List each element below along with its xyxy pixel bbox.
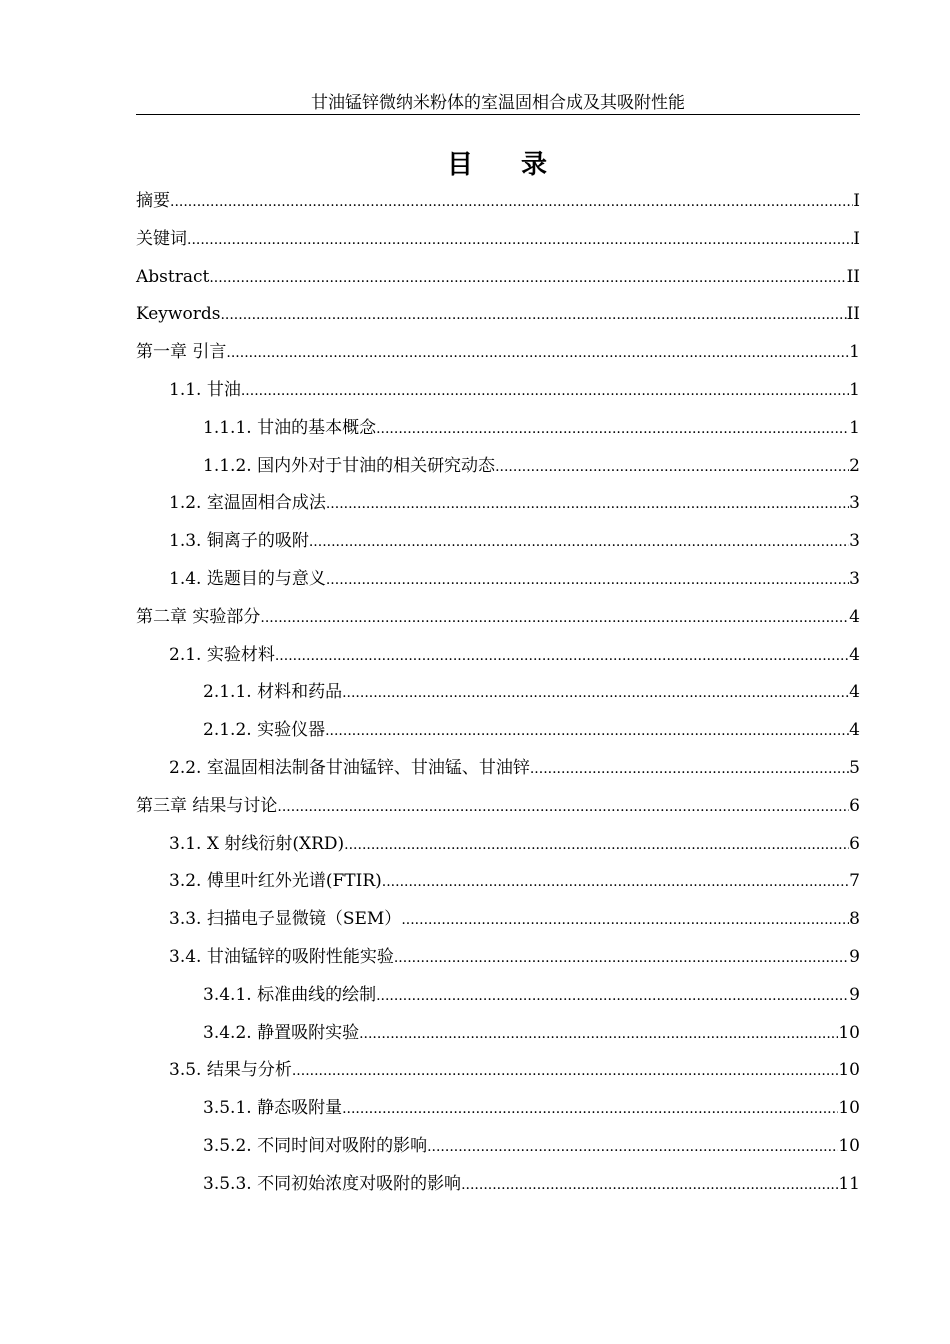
- toc-title-right: 录: [521, 150, 550, 180]
- toc-dot-leader: [461, 1166, 838, 1205]
- toc-entry-page: 6: [849, 795, 860, 816]
- toc-entry-page: 1: [849, 342, 860, 363]
- toc-entry[interactable]: [136, 1015, 860, 1053]
- header-rule: [136, 114, 860, 115]
- toc-entry[interactable]: [136, 448, 860, 486]
- toc-dot-leader: [401, 901, 849, 940]
- toc-entry-page: 9: [849, 984, 860, 1005]
- toc-entry-text: 2.2. 室温固相法制备甘油锰锌、甘油锰、甘油锌: [169, 757, 530, 778]
- page-header: 甘油锰锌微纳米粉体的室温固相合成及其吸附性能: [311, 93, 685, 113]
- toc-dot-leader: [325, 712, 849, 751]
- toc-entry-page: 9: [849, 946, 860, 967]
- toc-dot-leader: [376, 977, 849, 1016]
- toc-entry-page: 10: [838, 1098, 860, 1119]
- toc-entry-text: 1.3. 铜离子的吸附: [169, 531, 309, 552]
- toc-dot-leader: [326, 561, 849, 600]
- toc-entry-page: 4: [849, 720, 860, 741]
- toc-entry-text: 3.3. 扫描电子显微镜（SEM）: [169, 909, 402, 930]
- toc-dot-leader: [170, 183, 853, 222]
- toc-entry[interactable]: [136, 259, 860, 297]
- toc-dot-leader: [220, 296, 846, 335]
- toc-entry-text: 3.4.2. 静置吸附实验: [203, 1022, 360, 1043]
- toc-entry-text: Abstract: [136, 266, 210, 287]
- toc-dot-leader: [427, 1128, 838, 1167]
- toc-entry-text: 3.5.1. 静态吸附量: [203, 1098, 343, 1119]
- toc-dot-leader: [241, 372, 849, 411]
- table-of-contents: [136, 183, 860, 1204]
- toc-dot-leader: [376, 410, 849, 449]
- toc-entry-page: 3: [849, 493, 860, 514]
- toc-entry-page: I: [853, 191, 860, 211]
- toc-dot-leader: [394, 939, 849, 978]
- toc-entry-page: 6: [849, 833, 860, 854]
- toc-entry[interactable]: [136, 674, 860, 712]
- toc-entry-text: 第三章 结果与讨论: [136, 795, 278, 816]
- toc-entry-page: 8: [849, 909, 860, 930]
- toc-entry-page: 4: [849, 644, 860, 665]
- toc-entry-page: I: [853, 228, 860, 249]
- toc-entry[interactable]: [136, 334, 860, 372]
- toc-entry[interactable]: [136, 863, 860, 901]
- toc-entry-text: 摘要: [136, 191, 170, 211]
- toc-dot-leader: [382, 863, 849, 902]
- toc-entry-text: 3.4.1. 标准曲线的绘制: [203, 984, 377, 1005]
- toc-dot-leader: [495, 448, 849, 487]
- toc-dot-leader: [342, 1090, 838, 1129]
- toc-entry-text: 关键词: [136, 228, 187, 249]
- toc-entry-page: II: [846, 266, 860, 287]
- toc-entry[interactable]: [136, 712, 860, 750]
- toc-entry[interactable]: [136, 939, 860, 977]
- toc-entry-text: 2.1.1. 材料和药品: [203, 682, 343, 703]
- toc-entry-page: 10: [838, 1022, 860, 1043]
- toc-dot-leader: [326, 485, 849, 524]
- toc-dot-leader: [260, 599, 849, 638]
- toc-entry-page: 10: [838, 1135, 860, 1156]
- toc-entry[interactable]: [136, 637, 860, 675]
- toc-entry[interactable]: [136, 750, 860, 788]
- toc-title-left: 目: [446, 150, 475, 180]
- toc-entry[interactable]: [136, 221, 860, 259]
- toc-entry-page: 7: [849, 871, 860, 892]
- toc-entry-text: 3.2. 傅里叶红外光谱(FTIR): [169, 871, 382, 892]
- toc-entry[interactable]: [136, 1128, 860, 1166]
- toc-entry[interactable]: [136, 599, 860, 637]
- toc-entry-page: 4: [849, 682, 860, 703]
- toc-entry-text: Keywords: [136, 304, 221, 325]
- toc-dot-leader: [187, 221, 853, 260]
- toc-dot-leader: [275, 637, 849, 676]
- toc-dot-leader: [292, 1052, 839, 1091]
- toc-entry-page: II: [846, 304, 860, 325]
- toc-entry-text: 3.1. X 射线衍射(XRD): [169, 833, 345, 854]
- toc-entry-page: 1: [849, 379, 860, 400]
- toc-dot-leader: [226, 334, 849, 373]
- toc-entry-text: 2.1.2. 实验仪器: [203, 720, 326, 741]
- toc-entry-page: 5: [849, 757, 860, 778]
- toc-entry-page: 1: [849, 417, 860, 438]
- toc-dot-leader: [309, 523, 849, 562]
- toc-entry-text: 1.1. 甘油: [169, 379, 241, 400]
- toc-entry-page: 4: [849, 606, 860, 627]
- toc-entry-page: 11: [838, 1173, 860, 1194]
- toc-entry-text: 3.4. 甘油锰锌的吸附性能实验: [169, 946, 394, 967]
- toc-entry[interactable]: [136, 977, 860, 1015]
- toc-entry-text: 第一章 引言: [136, 342, 227, 363]
- toc-title: [136, 148, 860, 182]
- toc-entry-page: 3: [849, 531, 860, 552]
- toc-dot-leader: [530, 750, 849, 789]
- toc-entry-text: 3.5.2. 不同时间对吸附的影响: [203, 1135, 428, 1156]
- toc-entry-text: 3.5. 结果与分析: [169, 1060, 292, 1081]
- toc-entry[interactable]: [136, 523, 860, 561]
- toc-entry[interactable]: [136, 485, 860, 523]
- toc-entry-page: 3: [849, 568, 860, 589]
- toc-dot-leader: [277, 788, 849, 827]
- toc-entry[interactable]: [136, 1166, 860, 1204]
- toc-entry[interactable]: [136, 1052, 860, 1090]
- toc-entry-text: 1.2. 室温固相合成法: [169, 493, 326, 514]
- toc-dot-leader: [344, 826, 849, 865]
- toc-entry-text: 3.5.3. 不同初始浓度对吸附的影响: [203, 1173, 462, 1194]
- toc-dot-leader: [209, 259, 846, 298]
- toc-dot-leader: [359, 1015, 838, 1054]
- toc-entry-page: 10: [838, 1060, 860, 1081]
- toc-entry[interactable]: [136, 826, 860, 864]
- toc-entry[interactable]: [136, 296, 860, 334]
- toc-entry[interactable]: [136, 788, 860, 826]
- toc-entry[interactable]: [136, 372, 860, 410]
- toc-entry[interactable]: [136, 410, 860, 448]
- toc-entry-text: 1.1.2. 国内外对于甘油的相关研究动态: [203, 455, 496, 476]
- toc-entry-page: 2: [849, 455, 860, 476]
- toc-entry-text: 第二章 实验部分: [136, 606, 261, 627]
- toc-entry-text: 1.1.1. 甘油的基本概念: [203, 417, 377, 438]
- toc-entry-text: 2.1. 实验材料: [169, 644, 275, 665]
- toc-entry[interactable]: [136, 901, 860, 939]
- toc-entry[interactable]: [136, 1090, 860, 1128]
- toc-entry[interactable]: [136, 183, 860, 221]
- toc-entry-text: 1.4. 选题目的与意义: [169, 568, 326, 589]
- toc-entry[interactable]: [136, 561, 860, 599]
- toc-dot-leader: [342, 674, 849, 713]
